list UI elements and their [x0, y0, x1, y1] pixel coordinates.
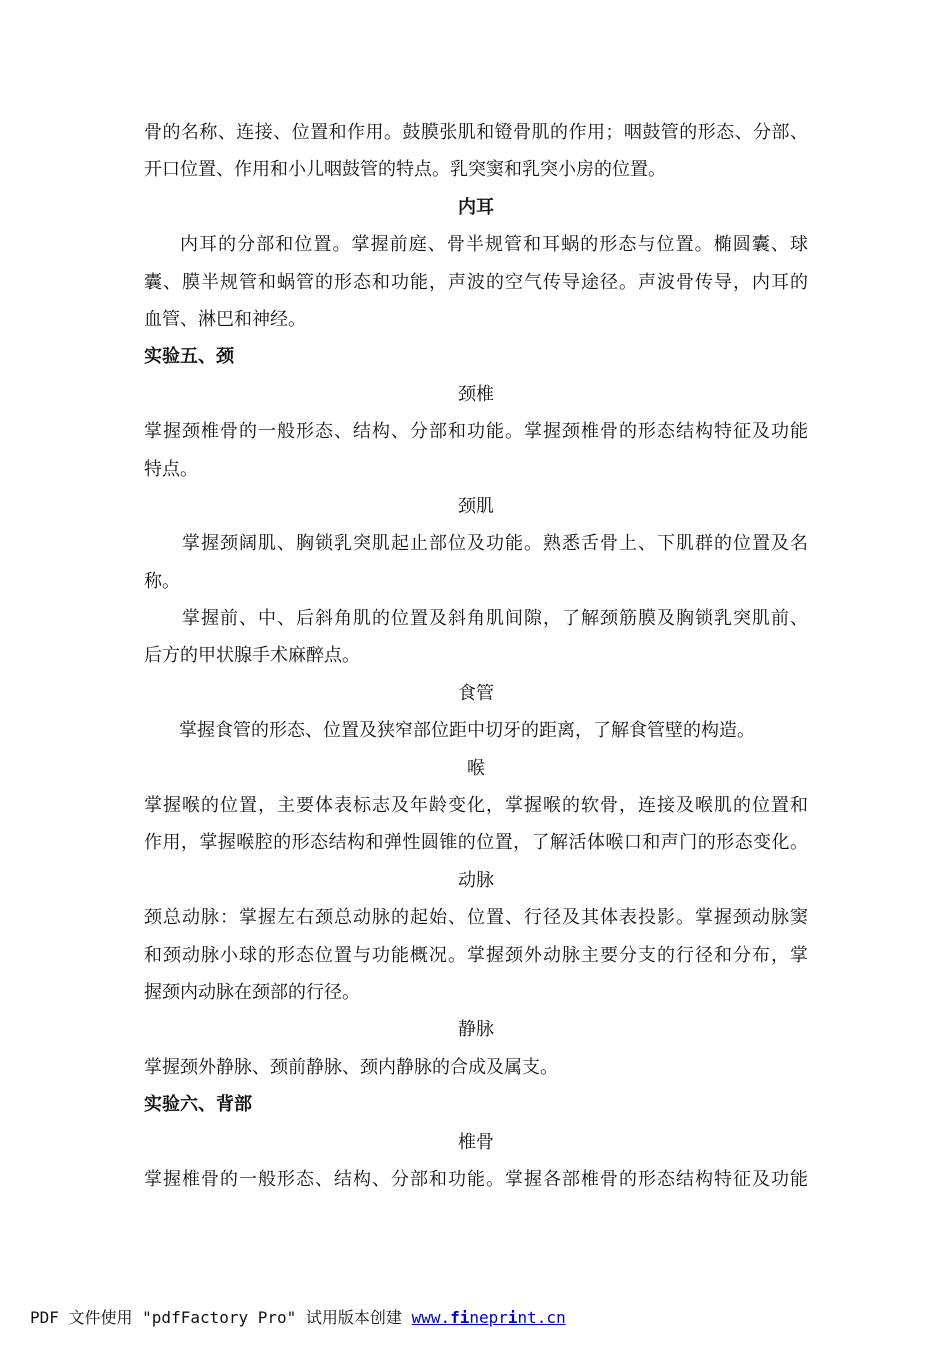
section-heading: 动脉 — [458, 869, 494, 891]
text-line: 掌握前、中、后斜角肌的位置及斜角肌间隙，了解颈筋膜及胸锁乳突肌前、 — [182, 608, 808, 630]
text-line: 开口位置、作用和小儿咽鼓管的特点。乳突窦和乳突小房的位置。 — [144, 159, 666, 181]
text-line: 掌握喉的位置，主要体表标志及年龄变化，掌握喉的软骨，连接及喉肌的位置和 — [144, 795, 808, 817]
text-line: 内耳的分部和位置。掌握前庭、骨半规管和耳蜗的形态与位置。椭圆囊、球 — [180, 234, 808, 256]
text-line: 掌握食管的形态、位置及狭窄部位距中切牙的距离，了解食管壁的构造。 — [179, 720, 755, 742]
text-line: 掌握颈椎骨的一般形态、结构、分部和功能。掌握颈椎骨的形态结构特征及功能 — [144, 421, 808, 443]
section-heading: 食管 — [458, 682, 494, 704]
text-line: 掌握椎骨的一般形态、结构、分部和功能。掌握各部椎骨的形态结构特征及功能 — [144, 1168, 808, 1190]
text-line: 后方的甲状腺手术麻醉点。 — [144, 645, 360, 667]
text-line: 掌握颈外静脉、颈前静脉、颈内静脉的合成及属支。 — [144, 1056, 558, 1078]
document-body — [144, 114, 808, 1198]
experiment-heading: 实验六、背部 — [144, 1094, 252, 1116]
text-line: 囊、膜半规管和蜗管的形态和功能，声波的空气传导途径。声波骨传导，内耳的 — [144, 271, 808, 293]
text-line: 掌握颈阔肌、胸锁乳突肌起止部位及功能。熟悉舌骨上、下肌群的位置及名 — [182, 533, 808, 555]
section-heading: 颈椎 — [458, 383, 494, 405]
section-heading: 颈肌 — [458, 495, 494, 517]
fineprint-link[interactable] — [412, 1308, 566, 1327]
link-part: fi — [450, 1308, 470, 1327]
link-part: nt.cn — [517, 1308, 566, 1327]
section-heading: 椎骨 — [458, 1131, 494, 1153]
section-heading: 静脉 — [458, 1019, 494, 1041]
text-line: 和颈动脉小球的形态位置与功能概况。掌握颈外动脉主要分支的行径和分布，掌 — [144, 944, 808, 966]
text-line: 握颈内动脉在颈部的行径。 — [144, 981, 360, 1003]
experiment-heading: 实验五、颈 — [144, 346, 234, 368]
pdf-watermark-footer — [30, 1306, 566, 1330]
section-heading: 内耳 — [458, 196, 494, 218]
section-heading: 喉 — [467, 757, 485, 779]
text-line: 称。 — [144, 570, 180, 592]
link-part: i — [507, 1308, 518, 1327]
link-part: nepr — [469, 1308, 508, 1327]
text-line: 作用，掌握喉腔的形态结构和弹性圆锥的位置，了解活体喉口和声门的形态变化。 — [144, 832, 808, 854]
footer-prefix: PDF 文件使用 "pdfFactory Pro" 试用版本创建 — [30, 1308, 412, 1327]
link-part: www. — [411, 1308, 451, 1327]
text-line: 特点。 — [144, 458, 198, 480]
text-line: 颈总动脉：掌握左右颈总动脉的起始、位置、行径及其体表投影。掌握颈动脉窦 — [144, 907, 808, 929]
text-line: 血管、淋巴和神经。 — [144, 308, 306, 330]
text-line: 骨的名称、连接、位置和作用。鼓膜张肌和镫骨肌的作用；咽鼓管的形态、分部、 — [144, 122, 808, 143]
